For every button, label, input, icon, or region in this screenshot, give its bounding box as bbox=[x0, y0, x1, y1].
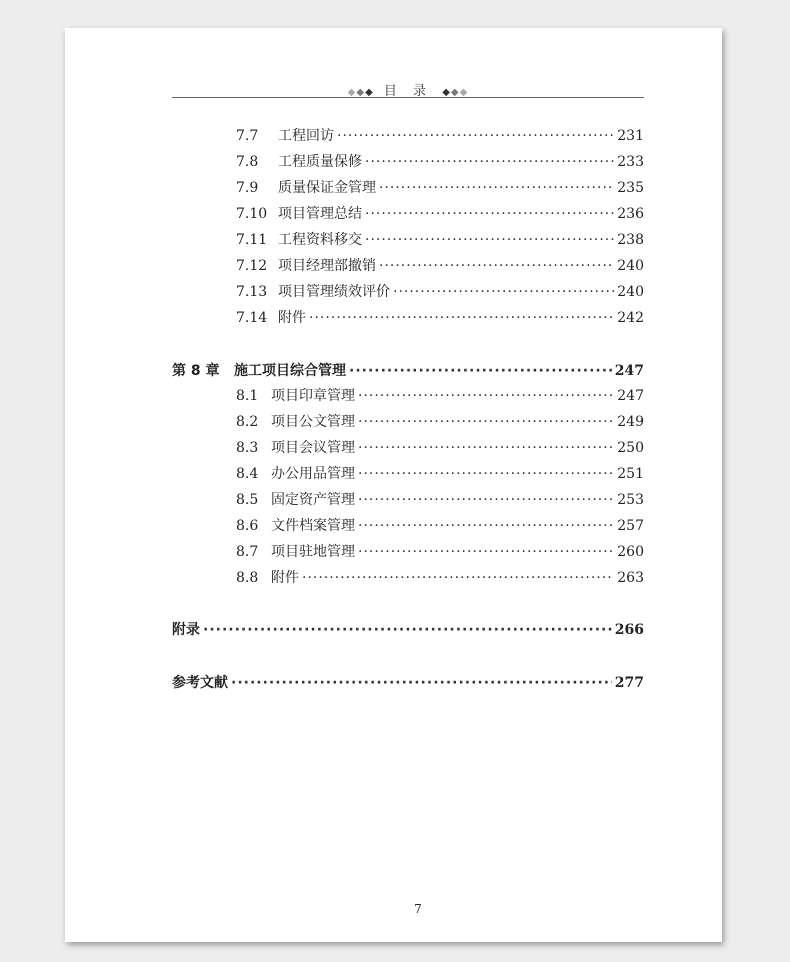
entry-page: 231 bbox=[617, 128, 644, 144]
toc-entry[interactable] bbox=[172, 620, 644, 640]
entry-number: 8.1 bbox=[236, 388, 259, 404]
entry-number: 7.8 bbox=[236, 154, 259, 170]
toc-entry[interactable] bbox=[236, 386, 644, 406]
entry-title: 项目公文管理 bbox=[271, 414, 355, 430]
dot-leader bbox=[365, 152, 614, 172]
entry-number: 7.11 bbox=[236, 232, 268, 248]
toc-entry[interactable] bbox=[236, 230, 644, 250]
toc-entry[interactable] bbox=[236, 516, 644, 536]
entry-title: 附录 bbox=[172, 622, 200, 638]
dot-leader bbox=[358, 490, 614, 510]
dot-leader bbox=[379, 178, 614, 198]
header-title: 目 录 bbox=[383, 84, 433, 99]
entry-page: 240 bbox=[617, 258, 644, 274]
dot-leader bbox=[231, 673, 612, 693]
entry-page: 242 bbox=[617, 310, 644, 326]
entry-number: 8.2 bbox=[236, 414, 259, 430]
entry-number: 8.5 bbox=[236, 492, 259, 508]
entry-title: 施工项目综合管理 bbox=[234, 363, 346, 379]
entry-title: 项目驻地管理 bbox=[271, 544, 355, 560]
entry-page: 250 bbox=[617, 440, 644, 456]
entry-number: 7.13 bbox=[236, 284, 268, 300]
entry-title: 项目经理部撤销 bbox=[278, 258, 376, 274]
entry-page: 238 bbox=[617, 232, 644, 248]
toc-entry[interactable] bbox=[236, 542, 644, 562]
entry-page: 233 bbox=[617, 154, 644, 170]
entry-page: 263 bbox=[617, 570, 644, 586]
toc-entry[interactable] bbox=[236, 204, 644, 224]
entry-number: 8.4 bbox=[236, 466, 259, 482]
entry-title: 质量保证金管理 bbox=[278, 180, 376, 196]
entry-title: 工程质量保修 bbox=[278, 154, 362, 170]
entry-page: 266 bbox=[614, 622, 644, 638]
entry-title: 工程资料移交 bbox=[278, 232, 362, 248]
entry-title: 参考文献 bbox=[172, 675, 228, 691]
header-rule bbox=[172, 97, 644, 98]
toc-entry[interactable] bbox=[236, 152, 644, 172]
entry-title: 附件 bbox=[271, 570, 299, 586]
entry-page: 236 bbox=[617, 206, 644, 222]
toc-entry[interactable] bbox=[236, 178, 644, 198]
entry-number: 7.7 bbox=[236, 128, 259, 144]
dot-leader bbox=[358, 412, 614, 432]
entry-number: 8.3 bbox=[236, 440, 259, 456]
dot-leader bbox=[203, 620, 612, 640]
entry-title: 项目印章管理 bbox=[271, 388, 355, 404]
entry-page: 251 bbox=[617, 466, 644, 482]
entry-number: 7.9 bbox=[236, 180, 259, 196]
dot-leader bbox=[309, 308, 614, 328]
dot-leader bbox=[358, 386, 614, 406]
dot-leader bbox=[393, 282, 614, 302]
diamond-ornament-icon: ◆◆◆ bbox=[442, 87, 469, 98]
entry-number: 第 8 章 bbox=[172, 363, 220, 379]
page-number: 7 bbox=[414, 902, 422, 916]
entry-title: 项目管理绩效评价 bbox=[278, 284, 390, 300]
dot-leader bbox=[358, 464, 614, 484]
entry-number: 7.10 bbox=[236, 206, 268, 222]
toc-entry[interactable] bbox=[236, 438, 644, 458]
diamond-ornament-icon: ◆◆◆ bbox=[347, 87, 374, 98]
dot-leader bbox=[358, 516, 614, 536]
toc-entry[interactable] bbox=[236, 256, 644, 276]
toc-entry[interactable] bbox=[236, 464, 644, 484]
entry-title: 附件 bbox=[278, 310, 306, 326]
entry-number: 7.12 bbox=[236, 258, 268, 274]
toc-entry[interactable] bbox=[236, 282, 644, 302]
entry-number: 8.8 bbox=[236, 570, 259, 586]
entry-number: 7.14 bbox=[236, 310, 268, 326]
toc-entry[interactable] bbox=[236, 126, 644, 146]
dot-leader bbox=[365, 230, 614, 250]
entry-title: 项目管理总结 bbox=[278, 206, 362, 222]
entry-title: 文件档案管理 bbox=[271, 518, 355, 534]
entry-title: 项目会议管理 bbox=[271, 440, 355, 456]
toc-entry[interactable] bbox=[236, 568, 644, 588]
entry-page: 247 bbox=[614, 363, 644, 379]
entry-title: 固定资产管理 bbox=[271, 492, 355, 508]
entry-page: 253 bbox=[617, 492, 644, 508]
entry-page: 247 bbox=[617, 388, 644, 404]
dot-leader bbox=[379, 256, 614, 276]
toc-entry[interactable] bbox=[172, 673, 644, 693]
entry-number: 8.6 bbox=[236, 518, 259, 534]
dot-leader bbox=[349, 361, 612, 381]
entry-page: 260 bbox=[617, 544, 644, 560]
entry-page: 277 bbox=[614, 675, 644, 691]
toc-entry[interactable] bbox=[236, 412, 644, 432]
entry-title: 工程回访 bbox=[278, 128, 334, 144]
entry-page: 235 bbox=[617, 180, 644, 196]
entry-title: 办公用品管理 bbox=[271, 466, 355, 482]
dot-leader bbox=[337, 126, 614, 146]
toc-entry[interactable] bbox=[172, 361, 644, 381]
dot-leader bbox=[358, 438, 614, 458]
toc-entry[interactable] bbox=[236, 490, 644, 510]
dot-leader bbox=[365, 204, 614, 224]
toc-entry[interactable] bbox=[236, 308, 644, 328]
entry-number: 8.7 bbox=[236, 544, 259, 560]
entry-page: 249 bbox=[617, 414, 644, 430]
entry-page: 240 bbox=[617, 284, 644, 300]
dot-leader bbox=[302, 568, 614, 588]
entry-page: 257 bbox=[617, 518, 644, 534]
dot-leader bbox=[358, 542, 614, 562]
